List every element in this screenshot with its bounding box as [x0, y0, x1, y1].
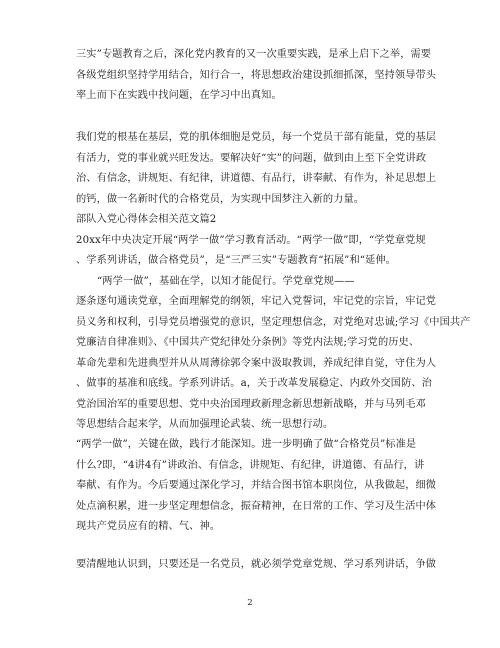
text-line: 党治国治军的重要思想、党中央治国理政新理念新思想新战略，并与马列毛邓 — [76, 398, 426, 410]
section-heading: 部队入党心得体会相关范文篇2 — [76, 214, 217, 225]
text-line: 20xx年中央决定开展“两学一做”学习教育活动。“两学一做”即，“学党章党规 — [76, 234, 426, 246]
text-line: 要清醒地认识到，只要还是一名党员，就必须学党章党规、学习系列讲话，争做 — [76, 559, 437, 570]
text-line: 现共产党员应有的精、气、神。 — [76, 521, 221, 532]
text-line: 有活力，党的事业就兴旺发达。要解决好“实”的问题，做到由上至下全党讲政 — [76, 152, 427, 164]
text-line: 治、有信念，讲规矩、有纪律，讲道德、有品行，讲奉献、有作为，补足思想上 — [76, 173, 437, 184]
text-line: “两学一做”，关键在做，践行才能深知。进一步明确了做“合格党员”标准是 — [76, 439, 417, 450]
text-line: 奉献、有作为。今后要通过深化学习，并结合图书馆本职岗位，从我做起，细微 — [76, 480, 437, 491]
paragraph-2 — [76, 128, 437, 210]
text-line: 革命先辈和先进典型并从从周薄徐郭令案中汲取教训，养成纪律自觉，守住为人 — [76, 357, 437, 369]
page-number: 2 — [247, 598, 253, 608]
text-line: 、做事的基准和底线。学系列讲话。a，关于改革发展稳定、内政外交国防、治 — [76, 378, 432, 389]
text-line: 什么?即，“4讲4有”讲政治、有信念，讲规矩、有纪律，讲道德、有品行，讲 — [76, 459, 425, 471]
text-line: 党廉洁自律准则》、《中国共产党纪律处分条例》等党内法规;学习党的历史、 — [76, 337, 420, 348]
text-line: “两学一做”，基础在学，以知才能促行。学党章党规—— — [97, 275, 355, 287]
text-line: 的钙，做一名新时代的合格党员，为实现中国梦注入新的力量。 — [76, 193, 365, 205]
text-line: 等思想结合起来学，从而加强理论武装、统一思想行动。 — [76, 419, 334, 430]
text-line: 处点滴积累，进一步坚定理想信念，振奋精神，在日常的工作、学习及生活中体 — [76, 500, 437, 512]
text-line: 员义务和权利，引导党员增强党的意识，坚定理想信念，对党绝对忠诚;学习《中国共产 — [76, 316, 471, 328]
text-line: 率上而下在实践中找问题，在学习中出真知。 — [76, 90, 282, 101]
paragraph-4 — [76, 435, 437, 538]
text-line: 三实”专题教育之后，深化党内教育的又一次重要实践，是承上启下之举，需要 — [76, 49, 432, 60]
paragraph-5 — [76, 555, 437, 576]
text-line: 逐条逐句通读党章，全面理解党的纲领，牢记入党誓词，牢记党的宗旨，牢记党 — [76, 296, 437, 307]
paragraph-3 — [76, 210, 471, 436]
text-line: 、学系列讲话，做合格党员”，是“三严三实”专题教育“拓展”和“延伸。 — [76, 255, 396, 266]
text-line: 我们党的根基在基层，党的肌体细胞是党员，每一个党员干部有能量，党的基层 — [76, 132, 437, 143]
text-line: 各级党组织坚持学用结合，知行合一，将思想政治建设抓细抓深，坚持领导带头 — [76, 69, 437, 81]
paragraph-1 — [76, 45, 437, 107]
